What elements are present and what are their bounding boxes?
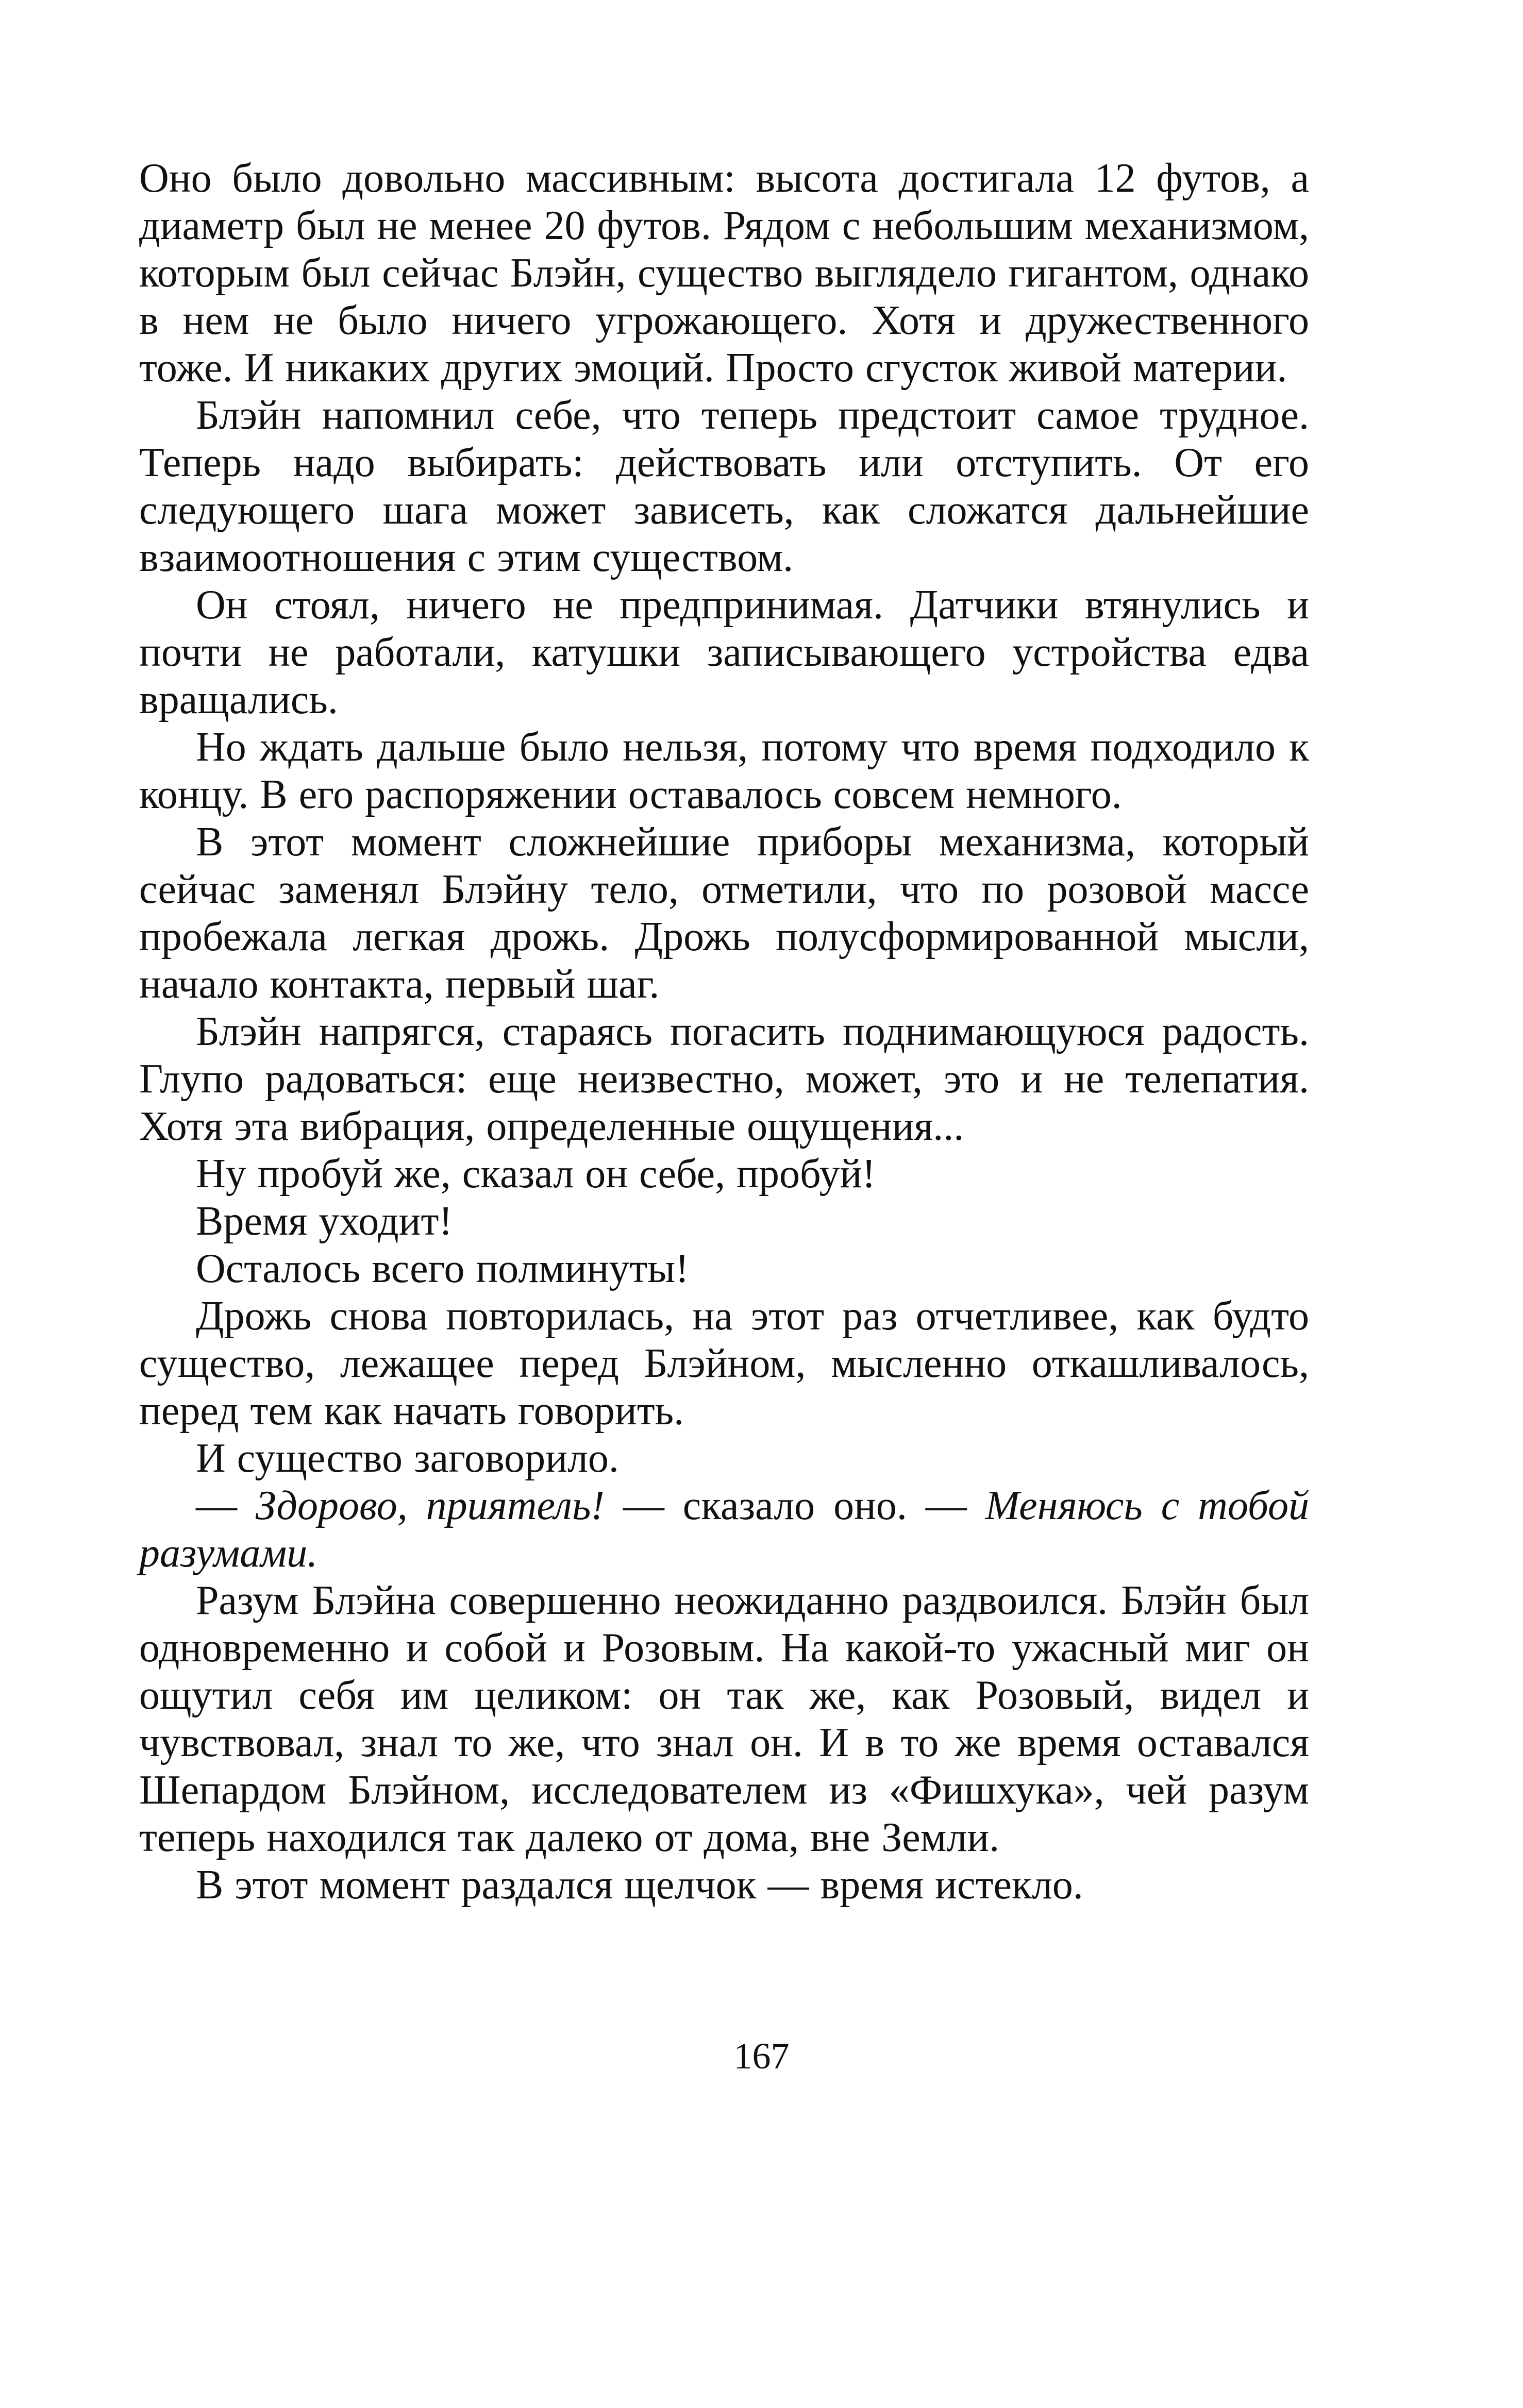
- paragraph-11: И существо заговорило.: [196, 1436, 619, 1481]
- dialogue-paragraph: [139, 1482, 1309, 1577]
- dialogue-speech-2: Меняюсь с тобой разумами.: [139, 1483, 1310, 1576]
- paragraph-3: Он стоял, ничего не предпринимая. Датчики втянулись и почти не работали, катушки записывающего устройства едва вращались.: [139, 582, 1309, 722]
- paragraph-5: В этот момент сложнейшие приборы механизма, который сейчас заменял Блэйну тело, отметили, что по розовой массе пробежала легкая дрожь. Дрожь полусформированной мысли, начало контакта, первый шаг.: [139, 819, 1309, 1007]
- dialogue-speech-1: Здорово, приятель!: [255, 1483, 605, 1528]
- paragraph-6: Блэйн напрягся, стараясь погасить поднимающуюся радость. Глупо радоваться: еще неизвестно, может, это и не телепатия. Хотя эта вибрация, определенные ощущения...: [139, 1009, 1309, 1149]
- paragraph-2: Блэйн напомнил себе, что теперь предстоит самое трудное. Теперь надо выбирать: действовать или отступить. От его следующего шага может зависеть, как сложатся дальнейшие взаимоотношения с этим существом.: [139, 393, 1309, 580]
- paragraph-9: Осталось всего полминуты!: [196, 1246, 689, 1291]
- paragraph-1: Оно было довольно массивным: высота достигала 12 футов, а диаметр был не менее 20 футов. Рядом с небольшим механизмом, которым был сейчас Блэйн, существо выглядело гигантом, однако в нем не было ничего угрожающего. Хотя и дружественного тоже. И никаких других эмоций. Просто сгусток живой материи.: [139, 156, 1309, 391]
- paragraph-10: Дрожь снова повторилась, на этот раз отчетливее, как будто существо, лежащее перед Блэйном, мысленно откашливалось, перед тем как начать говорить.: [139, 1293, 1309, 1434]
- dialogue-dash: —: [196, 1483, 256, 1528]
- paragraph-7: Ну пробуй же, сказал он себе, пробуй!: [196, 1151, 876, 1197]
- dialogue-narration: — сказало оно. —: [605, 1483, 985, 1528]
- page-body: [139, 155, 1309, 1909]
- paragraph-13: Разум Блэйна совершенно неожиданно раздвоился. Блэйн был одновременно и собой и Розовым. На какой-то ужасный миг он ощутил себя им целиком: он так же, как Розовый, видел и чувствовал, знал то же, что знал он. И в то же время оставался Шепардом Блэйном, исследователем из «Фишхука», чей разум теперь находился так далеко от дома, вне Земли.: [139, 1578, 1309, 1860]
- paragraph-14: В этот момент раздался щелчок — время истекло.: [196, 1862, 1083, 1908]
- page-number: 167: [733, 2035, 790, 2077]
- paragraph-4: Но ждать дальше было нельзя, потому что время подходило к концу. В его распоряжении оставалось совсем немного.: [139, 725, 1309, 817]
- paragraph-8: Время уходит!: [196, 1199, 453, 1244]
